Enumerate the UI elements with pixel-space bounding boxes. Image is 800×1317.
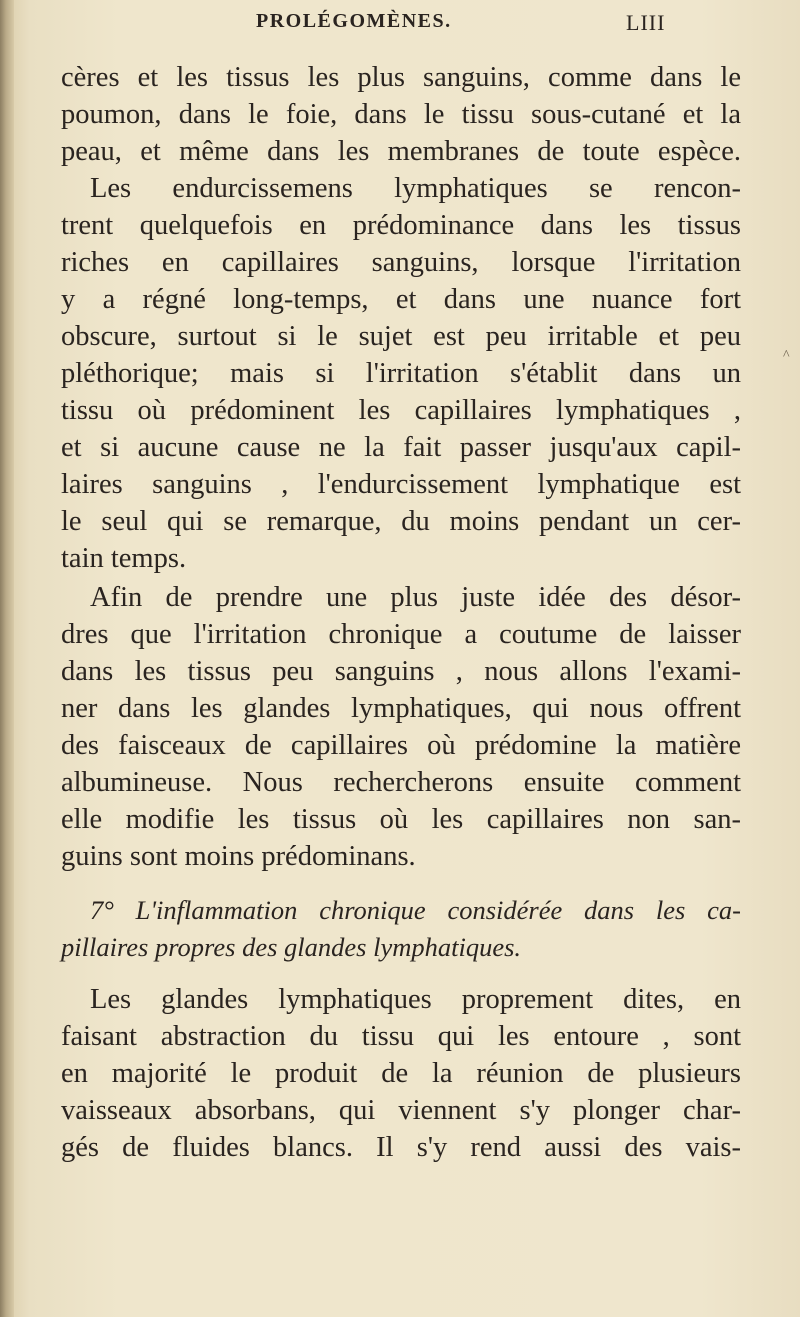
text-line: Afin de prendre une plus juste idée des désor- xyxy=(90,582,741,613)
section-heading-line: pillaires propres des glandes lymphatiques. xyxy=(61,932,522,962)
text-line: pléthorique; mais si l'irritation s'établit dans un xyxy=(61,358,741,389)
text-line: en majorité le produit de la réunion de plusieurs xyxy=(61,1058,741,1089)
text-line: trent quelquefois en prédominance dans les tissus xyxy=(61,210,741,241)
margin-mark: ^ xyxy=(783,348,790,363)
text-line: gés de fluides blancs. Il s'y rend aussi des vais- xyxy=(61,1132,741,1163)
text-line: Les glandes lymphatiques proprement dites, en xyxy=(90,984,741,1015)
page-header xyxy=(256,10,706,50)
text-line: Les endurcissemens lymphatiques se rencon- xyxy=(90,173,741,204)
text-line: peau, et même dans les membranes de toute espèce. xyxy=(61,136,741,167)
book-spine-shadow xyxy=(0,0,14,1317)
text-line: cères et les tissus les plus sanguins, comme dans le xyxy=(61,62,741,93)
text-line: albumineuse. Nous rechercherons ensuite comment xyxy=(61,767,741,798)
text-line: le seul qui se remarque, du moins pendant un cer- xyxy=(61,506,741,537)
text-line: vaisseaux absorbans, qui viennent s'y plonger char- xyxy=(61,1095,741,1126)
text-line: faisant abstraction du tissu qui les entoure , sont xyxy=(61,1021,741,1052)
text-line: dres que l'irritation chronique a coutume de laisser xyxy=(61,619,741,650)
text-line: elle modifie les tissus où les capillaires non san- xyxy=(61,804,741,835)
text-line: laires sanguins , l'endurcissement lymphatique est xyxy=(61,469,741,500)
running-head: PROLÉGOMÈNES. xyxy=(256,10,452,32)
text-line: poumon, dans le foie, dans le tissu sous-cutané et la xyxy=(61,99,741,130)
page-number: LIII xyxy=(626,10,666,35)
section-heading-line: 7° L'inflammation chronique considérée dans les ca- xyxy=(90,895,741,925)
text-line: riches en capillaires sanguins, lorsque l'irritation xyxy=(61,247,741,278)
text-line: tissu où prédominent les capillaires lymphatiques , xyxy=(61,395,741,426)
text-line: obscure, surtout si le sujet est peu irritable et peu xyxy=(61,321,741,352)
text-line: y a régné long-temps, et dans une nuance fort xyxy=(61,284,741,315)
text-line: des faisceaux de capillaires où prédomine la matière xyxy=(61,730,741,761)
text-line: dans les tissus peu sanguins , nous allons l'exami- xyxy=(61,656,741,687)
text-line: guins sont moins prédominans. xyxy=(61,841,416,872)
text-line: et si aucune cause ne la fait passer jusqu'aux capil- xyxy=(61,432,741,463)
text-line: ner dans les glandes lymphatiques, qui nous offrent xyxy=(61,693,741,724)
text-line: tain temps. xyxy=(61,543,187,574)
